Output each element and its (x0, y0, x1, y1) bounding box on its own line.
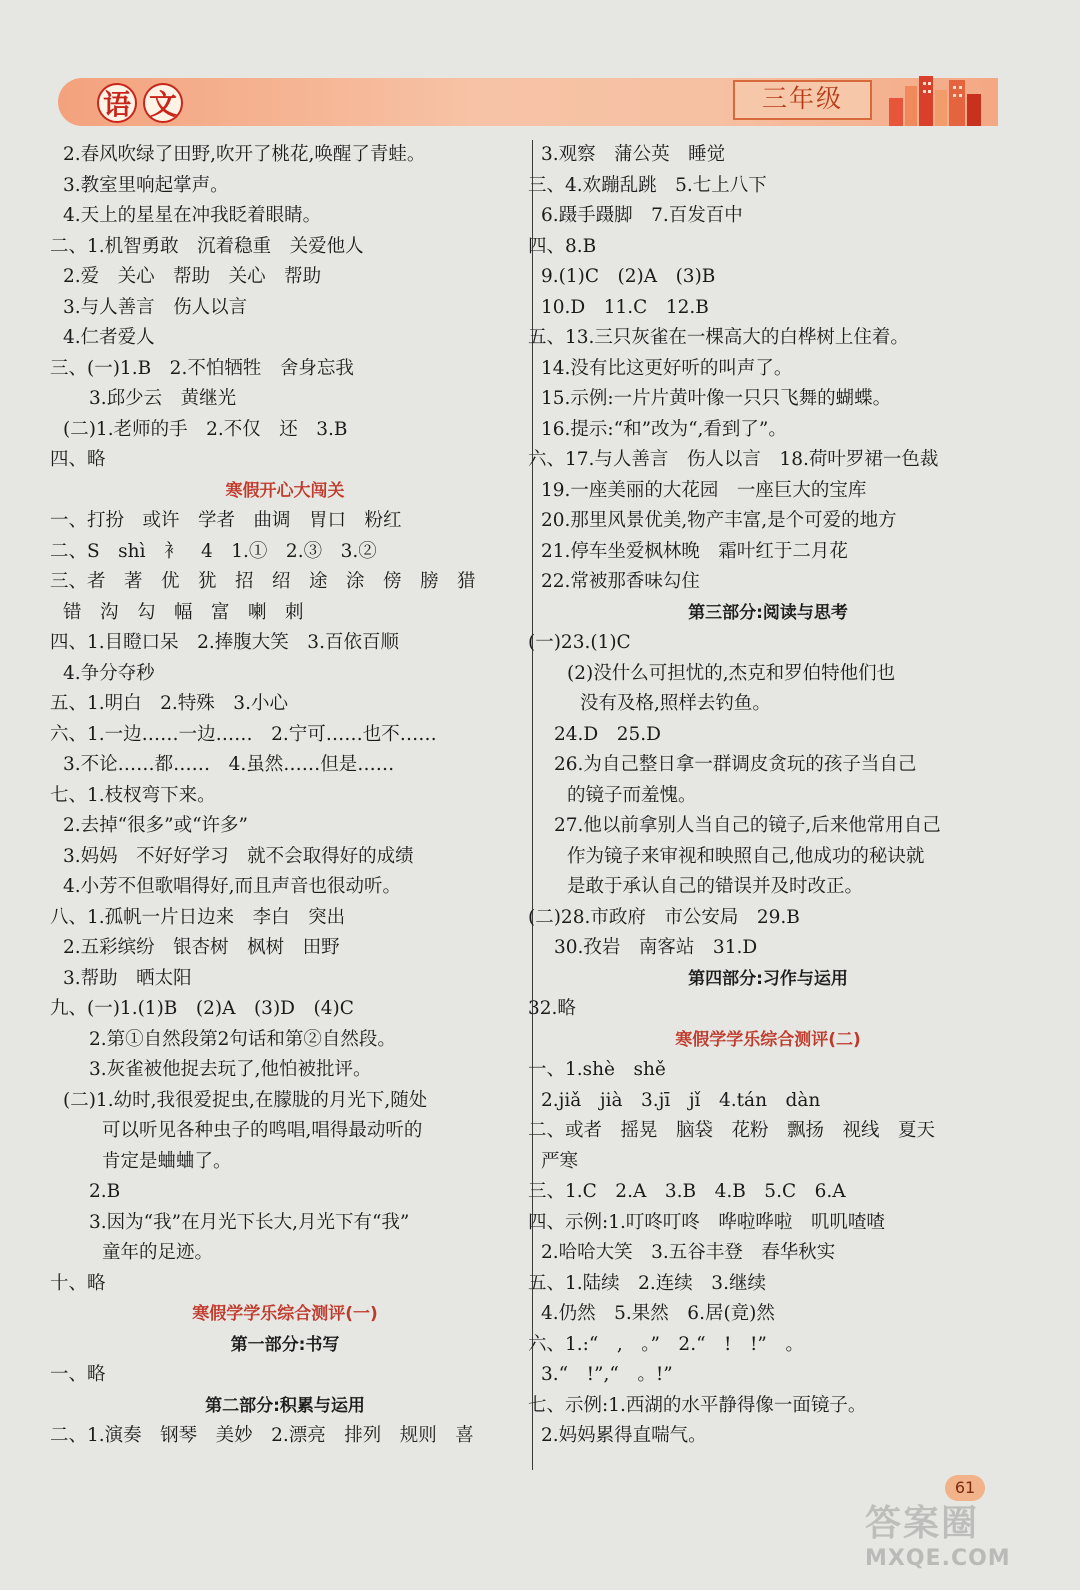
section-heading: 寒假学学乐综合测评(二) (675, 1029, 861, 1050)
watermark-line1: 答案圈 (865, 1503, 980, 1544)
answer-line: 一、1.shè shě (528, 1059, 666, 1080)
answer-line: 六、1.:“ , 。” 2.“ ! !” 。 (528, 1333, 804, 1355)
answer-line: 30.孜岩 南客站 31.D (554, 937, 758, 958)
answer-line: 可以听见各种虫子的鸣唱,唱得最动听的 (102, 1120, 423, 1141)
answer-line: 22.常被那香味勾住 (541, 571, 700, 592)
answer-line: 一、略 (50, 1364, 106, 1385)
answer-line: 作为镜子来审视和映照自己,他成功的秘诀就 (567, 845, 925, 867)
answer-line: (2)没什么可担忧的,杰克和罗伯特他们也 (567, 662, 896, 684)
answer-line: 3.灰雀被他捉去玩了,他怕被批评。 (89, 1059, 372, 1080)
answer-line: 没有及格,照样去钓鱼。 (580, 693, 771, 714)
answer-line: 3.妈妈 不好好学习 就不会取得好的成绩 (63, 845, 414, 867)
answer-line: 的镜子而羞愧。 (567, 784, 697, 806)
answer-line: 4.争分夺秒 (63, 662, 155, 684)
answer-line: (一)23.(1)C (528, 632, 631, 653)
answer-line: 二、1.机智勇敢 沉着稳重 关爱他人 (50, 235, 364, 257)
answer-line: 26.为自己整日拿一群调皮贪玩的孩子当自己 (554, 754, 917, 775)
subject-char-1: 语 (97, 83, 137, 123)
section-heading: 寒假学学乐综合测评(一) (192, 1304, 378, 1324)
sub-heading: 第二部分:积累与运用 (205, 1395, 365, 1416)
answer-line: 五、1.明白 2.特殊 3.小心 (50, 693, 288, 714)
section-heading: 寒假开心大闯关 (225, 480, 345, 501)
answer-line: 3.帮助 晒太阳 (63, 967, 192, 989)
answer-line: 六、1.一边……一边…… 2.宁可……也不…… (50, 723, 437, 745)
sub-heading: 第三部分:阅读与思考 (688, 602, 848, 623)
answer-line: 3.因为“我”在月光下长大,月光下有“我” (89, 1211, 410, 1233)
answer-line: 三、者 著 优 犹 招 绍 途 涂 傍 膀 猎 (50, 571, 476, 592)
answer-line: 2.jiǎ jià 3.jī jǐ 4.tán dàn (541, 1089, 821, 1111)
answer-line: 32.略 (528, 998, 576, 1019)
answer-line: 二、S shì 衤 4 1.① 2.③ 3.② (50, 540, 377, 562)
answer-line: 三、1.C 2.A 3.B 4.B 5.C 6.A (528, 1181, 846, 1202)
answer-line: 2.哈哈大笑 3.五谷丰登 春华秋实 (541, 1242, 836, 1263)
answer-line: 3.邱少云 黄继光 (89, 388, 237, 409)
answer-line: (二)1.老师的手 2.不仅 还 3.B (63, 418, 348, 440)
answer-line: 24.D 25.D (554, 723, 662, 745)
answer-line: 一、打扮 或许 学者 曲调 胃口 粉红 (50, 510, 402, 531)
answer-line: 肯定是蛐蛐了。 (102, 1150, 232, 1172)
answer-line: 16.提示:“和”改为“,看到了”。 (541, 418, 787, 440)
answer-line: 3.观察 蒲公英 睡觉 (541, 144, 726, 165)
answer-line: 童年的足迹。 (102, 1242, 214, 1263)
answer-line: 3.不论……都…… 4.虽然……但是…… (63, 754, 395, 775)
sub-heading: 第一部分:书写 (230, 1334, 340, 1355)
watermark (865, 1495, 1065, 1585)
answer-line: 3.“ !”,“ 。!” (541, 1364, 673, 1385)
answer-line: 五、1.陆续 2.连续 3.继续 (528, 1272, 766, 1294)
answer-line: 20.那里风景优美,物产丰富,是个可爱的地方 (541, 510, 897, 531)
subject-logo (90, 82, 190, 124)
answer-line: 二、1.演奏 钢琴 美妙 2.漂亮 排列 规则 喜 (50, 1425, 474, 1446)
answer-line: 2.去掉“很多”或“许多” (63, 815, 248, 836)
answer-line: 2.第①自然段第2句话和第②自然段。 (89, 1028, 396, 1050)
sub-heading: 第四部分:习作与运用 (688, 968, 848, 989)
answer-line: 七、1.枝杈弯下来。 (50, 784, 216, 806)
answer-line: 4.小芳不但歌唱得好,而且声音也很动听。 (63, 876, 402, 897)
buildings-icon (885, 72, 995, 128)
page-number: 61 (945, 1475, 985, 1501)
answer-line: 四、8.B (528, 235, 597, 257)
answer-line: 严寒 (541, 1150, 579, 1172)
answer-line: 2.妈妈累得直喘气。 (541, 1425, 707, 1446)
answer-line: 21.停车坐爱枫林晚 霜叶红于二月花 (541, 540, 848, 562)
answer-line: 2.春风吹绿了田野,吹开了桃花,唤醒了青蛙。 (63, 144, 426, 165)
answer-line: 3.教室里响起掌声。 (63, 174, 229, 196)
answer-line: 八、1.孤帆一片日边来 李白 突出 (50, 906, 346, 928)
answer-line: 10.D 11.C 12.B (541, 296, 709, 318)
answer-line: 四、示例:1.叮咚叮咚 哗啦哗啦 叽叽喳喳 (528, 1211, 885, 1233)
answer-line: 6.蹑手蹑脚 7.百发百中 (541, 205, 743, 226)
answer-line: 27.他以前拿别人当自己的镜子,后来他常用自己 (554, 815, 941, 836)
answer-line: 错 沟 勾 幅 富 喇 刺 (63, 601, 304, 623)
subject-char-2: 文 (143, 83, 183, 123)
answer-line: 七、示例:1.西湖的水平静得像一面镜子。 (528, 1394, 867, 1416)
answer-line: (二)28.市政府 市公安局 29.B (528, 906, 800, 928)
answer-line: 2.五彩缤纷 银杏树 枫树 田野 (63, 937, 340, 958)
watermark-line2: MXQE.COM (865, 1546, 1011, 1571)
answer-line: 4.仁者爱人 (63, 327, 155, 348)
right-answer-column (528, 140, 1008, 1452)
answer-line: 四、略 (50, 449, 106, 470)
answer-line: 9.(1)C (2)A (3)B (541, 266, 716, 287)
answer-line: 19.一座美丽的大花园 一座巨大的宝库 (541, 479, 867, 501)
left-answer-column (50, 140, 520, 1452)
answer-line: (二)1.幼时,我很爱捉虫,在朦胧的月光下,随处 (63, 1089, 428, 1111)
answer-line: 3.与人善言 伤人以言 (63, 296, 248, 318)
answer-line: 是敢于承认自己的错误并及时改正。 (567, 876, 864, 897)
answer-line: 十、略 (50, 1272, 106, 1294)
answer-line: 4.天上的星星在冲我眨着眼睛。 (63, 205, 322, 226)
answer-line: 四、1.目瞪口呆 2.捧腹大笑 3.百依百顺 (50, 632, 399, 653)
answer-line: 2.B (89, 1181, 121, 1202)
answer-line: 2.爱 关心 帮助 关心 帮助 (63, 266, 322, 287)
answer-line: 15.示例:一片片黄叶像一只只飞舞的蝴蝶。 (541, 388, 892, 409)
grade-label: 三年级 (733, 80, 872, 120)
answer-line: 二、或者 摇晃 脑袋 花粉 飘扬 视线 夏天 (528, 1120, 936, 1141)
answer-line: 三、(一)1.B 2.不怕牺牲 舍身忘我 (50, 357, 354, 379)
answer-line: 六、17.与人善言 伤人以言 18.荷叶罗裙一色裁 (528, 449, 939, 470)
answer-line: 4.仍然 5.果然 6.居(竟)然 (541, 1303, 775, 1324)
answer-line: 五、13.三只灰雀在一棵高大的白桦树上住着。 (528, 327, 909, 348)
answer-line: 三、4.欢蹦乱跳 5.七上八下 (528, 174, 767, 196)
answer-line: 九、(一)1.(1)B (2)A (3)D (4)C (50, 998, 354, 1019)
answer-line: 14.没有比这更好听的叫声了。 (541, 357, 793, 379)
